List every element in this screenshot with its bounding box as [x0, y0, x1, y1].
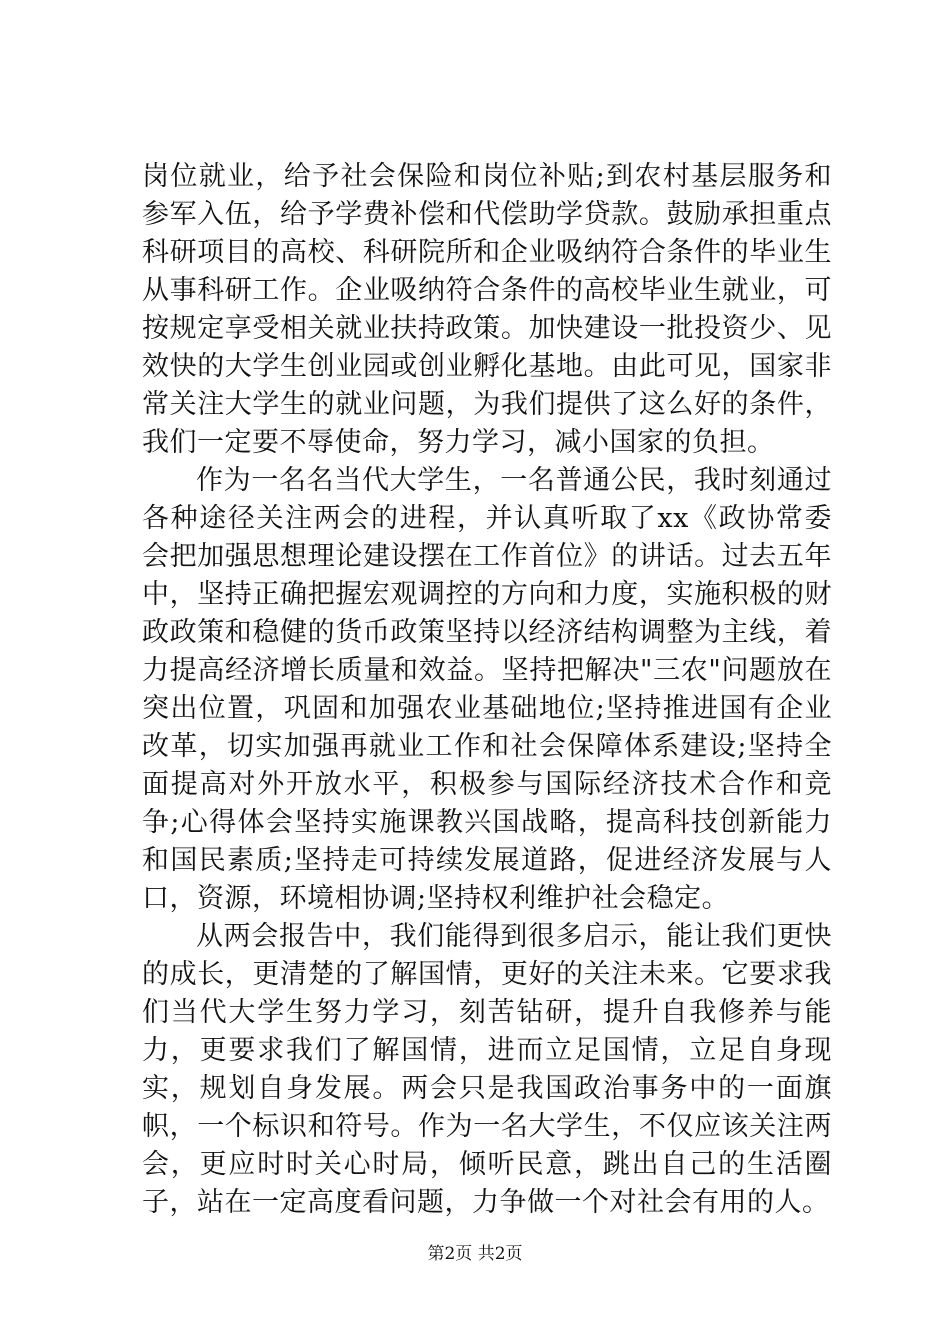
page-footer: 第2页 共2页: [427, 1244, 523, 1264]
paragraph-two-sessions: 作为一名名当代大学生，一名普通公民，我时刻通过各种途径关注两会的进程，并认真听取了xx《政协常委会把加强思想理论建设摆在工作首位》的讲话。过去五年中，坚持正确把握宏观调控的方向和力度，实施积极的财政政策和稳健的货币政策坚持以经济结构调整为主线，着力提高经济增长质量和效益。坚持把解决"三农"问题放在突出位置，巩固和加强农业基础地位;坚持推进国有企业改革，切实加强再就业工作和社会保障体系建设;坚持全面提高对外开放水平，积极参与国际经济技术合作和竞争;心得体会坚持实施课教兴国战略，提高科技创新能力和国民素质;坚持走可持续发展道路，促进经济发展与人口，资源，环境相协调;坚持权利维护社会稳定。: [142, 465, 832, 914]
paragraph-employment-policy: 岗位就业，给予社会保险和岗位补贴;到农村基层服务和参军入伍，给予学费补偿和代偿助学贷款。鼓励承担重点科研项目的高校、科研院所和企业吸纳符合条件的毕业生从事科研工作。企业吸纳符合条件的高校毕业生就业，可按规定享受相关就业扶持政策。加快建设一批投资少、见效快的大学生创业园或创业孵化基地。由此可见，国家非常关注大学生的就业问题，为我们提供了这么好的条件，我们一定要不辱使命，努力学习，减小国家的负担。: [142, 161, 832, 458]
paragraph-inspiration: 从两会报告中，我们能得到很多启示，能让我们更快的成长，更清楚的了解国情，更好的关注未来。它要求我们当代大学生努力学习，刻苦钻研，提升自我修养与能力，更要求我们了解国情，进而立足国情，立足自身现实，规划自身发展。两会只是我国政治事务中的一面旗帜，一个标识和符号。作为一名大学生，不仅应该关注两会，更应时时关心时局，倾听民意，跳出自己的生活圈子，站在一定高度看问题，力争做一个对社会有用的人。: [142, 921, 832, 1218]
document-body: [142, 158, 832, 1222]
